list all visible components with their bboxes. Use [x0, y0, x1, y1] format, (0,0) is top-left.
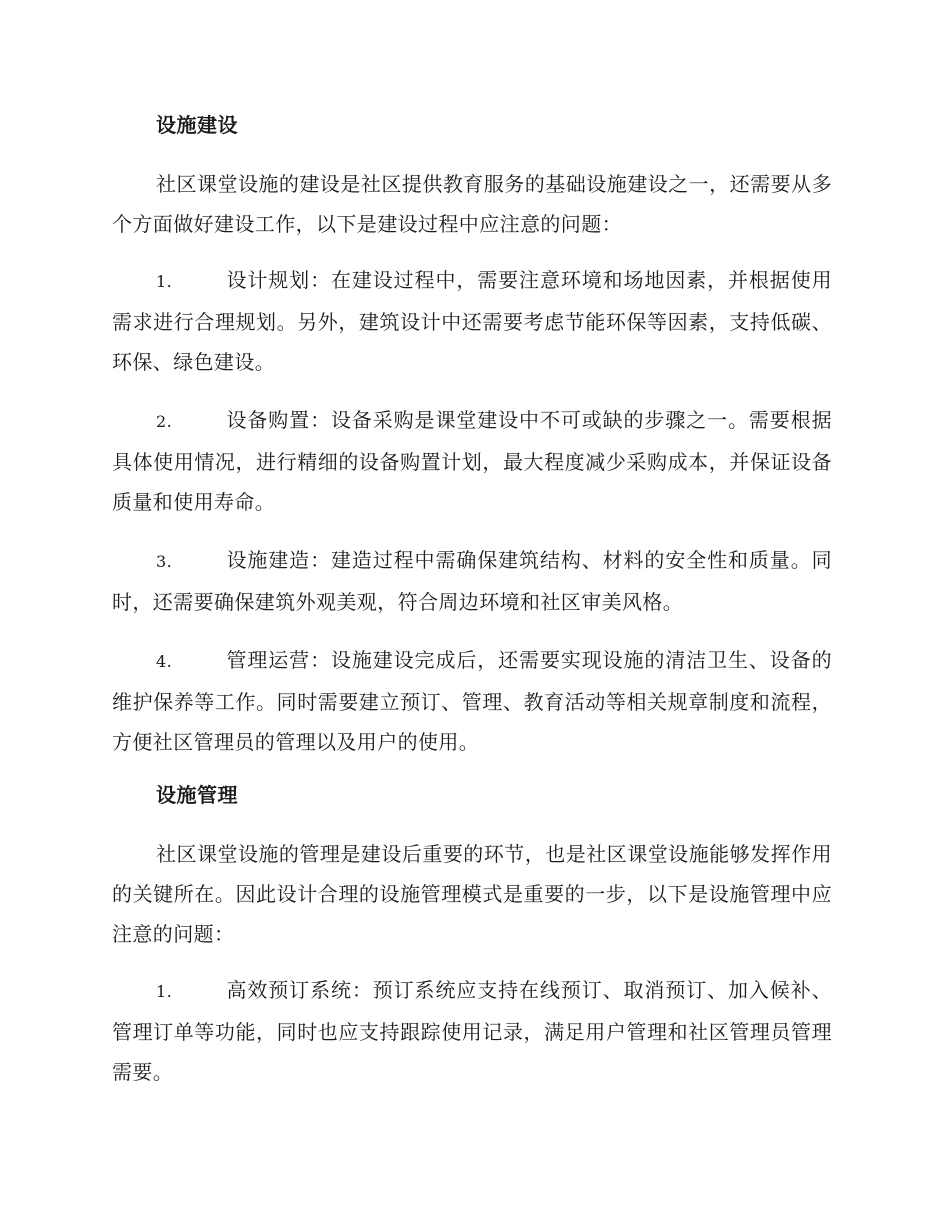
list-item	[112, 540, 832, 622]
section-heading: 设施建设	[156, 113, 238, 137]
list-item-number: 3.	[156, 552, 173, 571]
list-item-text: 管理运营：设施建设完成后，还需要实现设施的清洁卫生、设备的维护保养等工作。同时需要建立预订、管理、教育活动等相关规章制度和流程，方便社区管理员的管理以及用户的使用。	[112, 648, 832, 754]
section-heading: 设施管理	[156, 783, 238, 807]
list-item-text: 设备购置：设备采购是课堂建设中不可或缺的步骤之一。需要根据具体使用情况，进行精细的设备购置计划，最大程度减少采购成本，并保证设备质量和使用寿命。	[112, 408, 832, 514]
list-item	[112, 970, 832, 1092]
list-item-number: 4.	[156, 652, 173, 671]
list-item	[112, 400, 832, 522]
list-item	[112, 260, 832, 382]
list-item-number: 2.	[156, 412, 173, 431]
list-item-text: 设计规划：在建设过程中，需要注意环境和场地因素，并根据使用需求进行合理规划。另外，建筑设计中还需要考虑节能环保等因素，支持低碳、环保、绿色建设。	[112, 268, 832, 374]
list-item-text: 高效预订系统：预订系统应支持在线预订、取消预订、加入候补、管理订单等功能，同时也应支持跟踪使用记录，满足用户管理和社区管理员管理需要。	[112, 978, 832, 1084]
section-intro: 社区课堂设施的建设是社区提供教育服务的基础设施建设之一，还需要从多个方面做好建设工作，以下是建设过程中应注意的问题：	[112, 172, 832, 236]
list-item-text: 设施建造：建造过程中需确保建筑结构、材料的安全性和质量。同时，还需要确保建筑外观美观，符合周边环境和社区审美风格。	[112, 548, 832, 614]
section-intro: 社区课堂设施的管理是建设后重要的环节，也是社区课堂设施能够发挥作用的关键所在。因此设计合理的设施管理模式是重要的一步，以下是设施管理中应注意的问题：	[112, 842, 832, 946]
list-item	[112, 640, 832, 762]
list-item-number: 1.	[156, 272, 173, 291]
list-item-number: 1.	[156, 982, 173, 1001]
